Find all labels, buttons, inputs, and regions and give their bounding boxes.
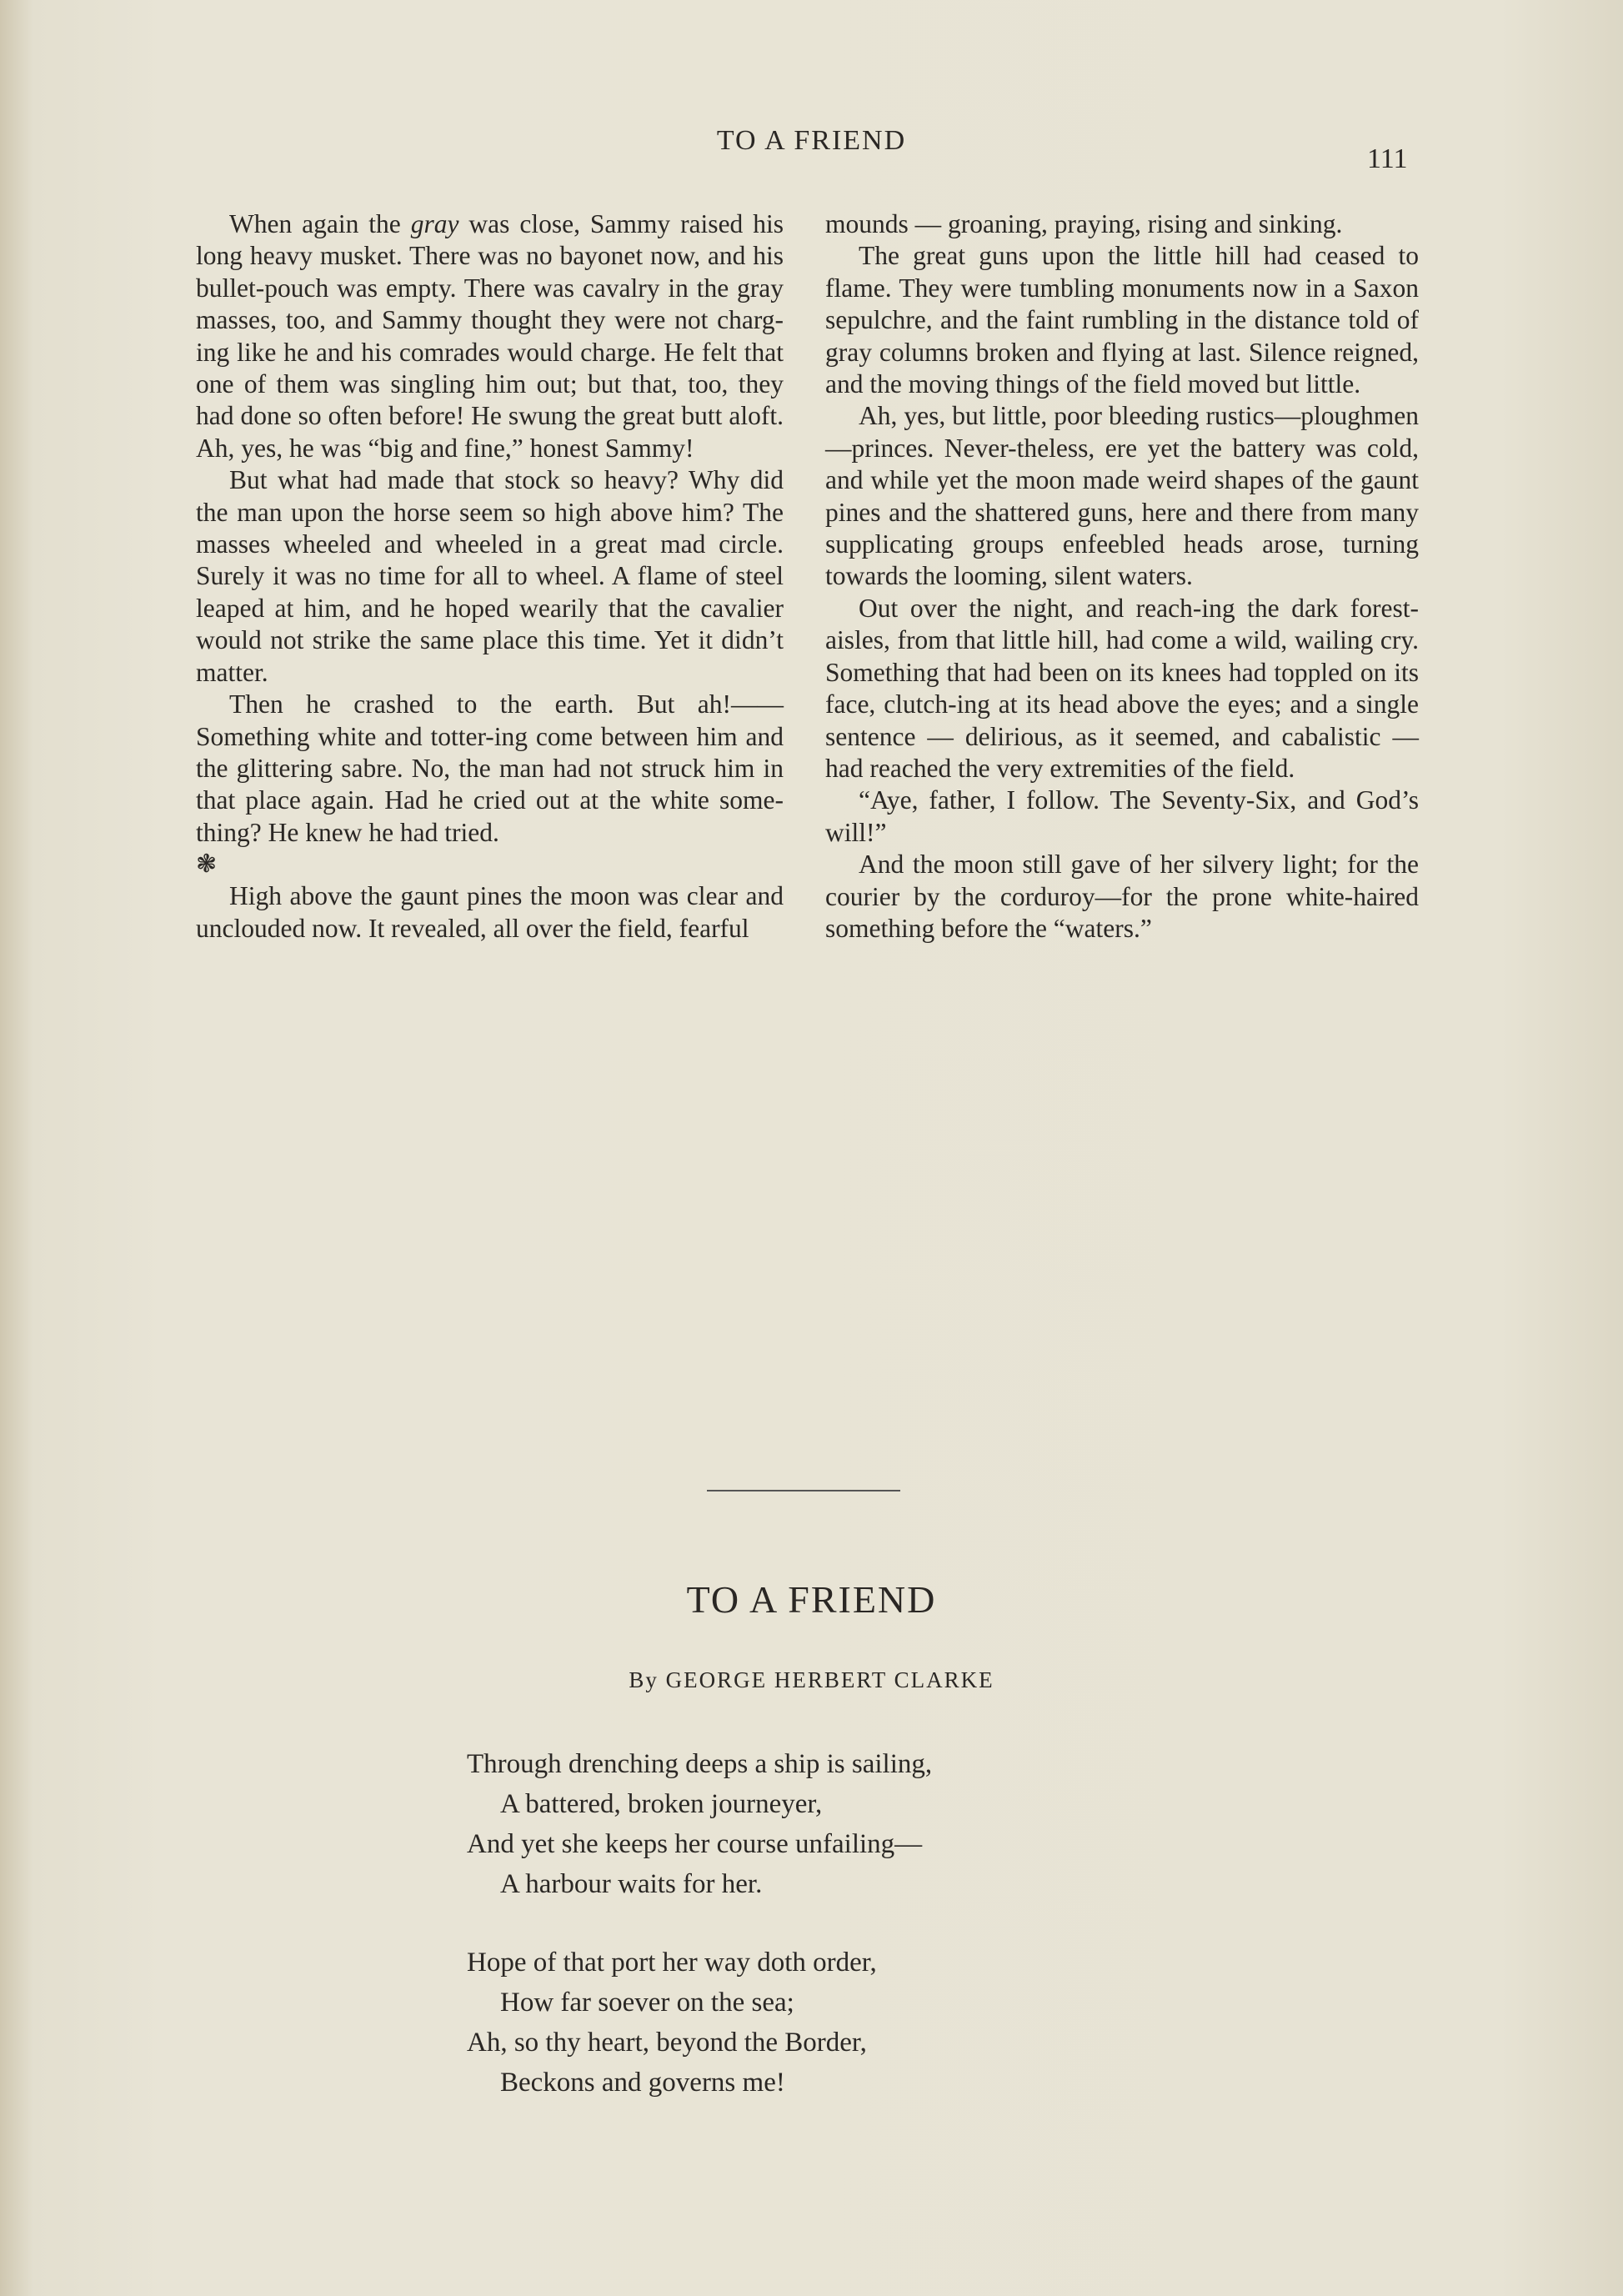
paragraph: “Aye, father, I follow. The Seventy-Six, and God’s will!” bbox=[825, 785, 1419, 847]
emphasis: gray bbox=[410, 209, 459, 238]
paragraph: Out over the night, and reach-ing the dark forest-aisles, from that little hill, had come a wild, wailing cry. Something that had been on its knees had toppled on its face, clutch-ing at its head above the eyes; and a single sentence — delirious, as it seemed, and cabalistic — had reached the very extremities of the field. bbox=[825, 593, 1419, 783]
running-head: TO A FRIEND bbox=[716, 125, 907, 156]
paragraph: And the moon still gave of her silvery light; for the courier by the corduroy—for the prone white-haired something before the “waters.” bbox=[825, 850, 1419, 943]
poem-line: A battered, broken journeyer, bbox=[500, 1789, 823, 1819]
section-divider bbox=[707, 1490, 900, 1491]
poem-line: Hope of that port her way doth order, bbox=[467, 1948, 877, 1978]
page-number: 111 bbox=[1367, 143, 1408, 174]
poem-stanza bbox=[467, 1744, 932, 1904]
paragraph: When again the gray was close, Sammy raised his long heavy musket. There was no bayonet now, and his bullet-pouch was empty. There was cavalry in the gray masses, too, and Sammy thought they were not charg-ing like he and his comrades would charge. He felt that one of them was singling him out; but that, too, they had done so often before! He swung the great butt aloft. Ah, yes, he was “big and fine,” honest Sammy! bbox=[196, 209, 784, 463]
section-break-asterism: ❃ bbox=[196, 850, 218, 879]
poem-line: Through drenching deeps a ship is sailing, bbox=[467, 1749, 933, 1779]
poem-byline: By GEORGE HERBERT CLARKE bbox=[629, 1667, 994, 1692]
poem-line: And yet she keeps her course unfailing— bbox=[467, 1829, 923, 1859]
poem-line: Ah, so thy heart, beyond the Border, bbox=[467, 2028, 867, 2058]
paragraph: The great guns upon the little hill had ceased to flame. They were tumbling monuments now in a Saxon sepulchre, and the faint rumbling in the distance told of gray columns broken and flying at last. Silence reigned, and the moving things of the field moved but little. bbox=[825, 241, 1419, 399]
poem-stanza bbox=[467, 1943, 877, 2103]
paragraph: Ah, yes, but little, poor bleeding rustics—ploughmen—princes. Never-theless, ere yet the battery was cold, and while yet the moon made weird shapes of the gaunt pines and the shattered guns, here and there from many supplicating groups enfeebled heads arose, turning towards the looming, silent waters. bbox=[825, 401, 1419, 591]
paragraph: mounds — groaning, praying, rising and sinking. bbox=[825, 209, 1343, 238]
poem-line: A harbour waits for her. bbox=[500, 1869, 763, 1899]
left-column bbox=[196, 208, 784, 945]
paragraph: Then he crashed to the earth. But ah!—— Something white and totter-ing come between him and the glittering sabre. No, the man had not struck him in that place again. Had he cried out at the white some-thing? He knew he had tried. bbox=[196, 689, 784, 847]
paragraph: But what had made that stock so heavy? Why did the man upon the horse seem so high above him? The masses wheeled and wheeled in a great mad circle. Surely it was no time for all to wheel. A flame of steel leaped at him, and he hoped wearily that the cavalier would not strike the same place this time. Yet it didn’t matter. bbox=[196, 465, 784, 687]
poem-line: Beckons and governs me! bbox=[500, 2068, 785, 2098]
paragraph: High above the gaunt pines the moon was clear and unclouded now. It revealed, all over the field, fearful bbox=[196, 881, 784, 943]
poem-title: TO A FRIEND bbox=[686, 1578, 937, 1621]
poem-line: How far soever on the sea; bbox=[500, 1988, 794, 2018]
right-column bbox=[825, 208, 1419, 945]
